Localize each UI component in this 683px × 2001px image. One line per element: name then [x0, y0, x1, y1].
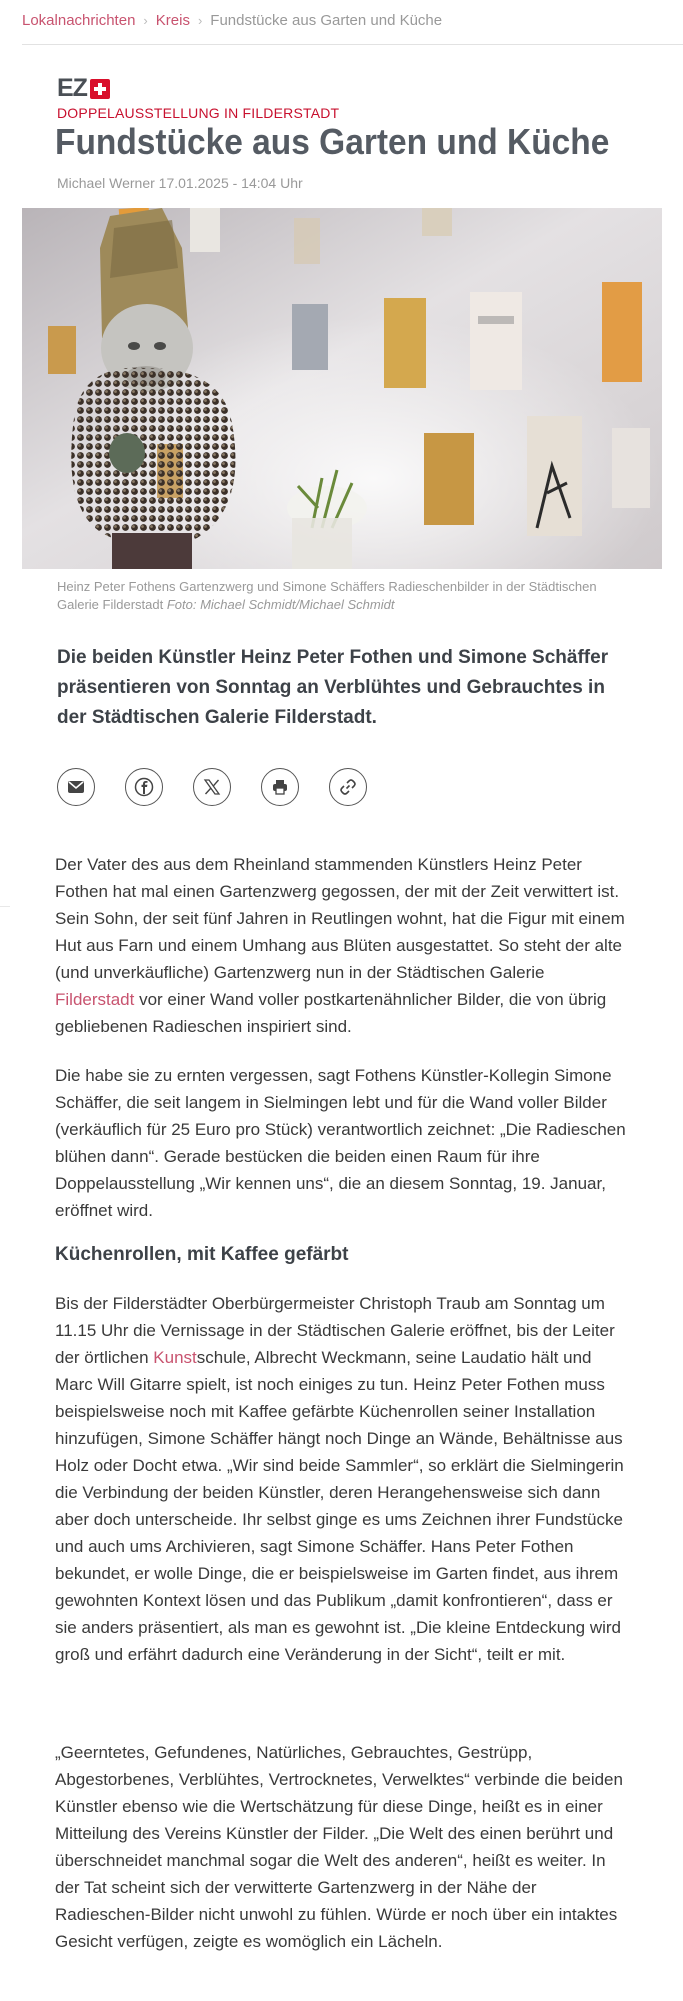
- breadcrumb-divider: [22, 44, 683, 45]
- article-title: Fundstücke aus Garten und Küche: [55, 121, 610, 162]
- article-subheading: Küchenrollen, mit Kaffee gefärbt: [55, 1244, 349, 1265]
- link-filderstadt[interactable]: Filderstadt: [55, 990, 135, 1009]
- article-kicker: DOPPELAUSSTELLUNG IN FILDERSTADT: [57, 105, 340, 121]
- breadcrumb-lokalnachrichten[interactable]: Lokalnachrichten: [22, 12, 136, 29]
- ez-logo[interactable]: [57, 74, 110, 103]
- article-paragraph: Die habe sie zu ernten vergessen, sagt Fothens Künstler-Kollegin Simone Schäffer, die seit langem in Sielmingen lebt und für die Wand voller Bilder (verkäuflich für 25 Euro pro Stück) verantwortlich zeichnet: „Die Radieschen blühen dann“. Gerade bestücken die beiden einen Raum für ihre Doppelausstellung „Wir kennen uns“, die an diesem Sonntag, 19. Januar, eröffnet wird.: [55, 1066, 626, 1220]
- article-hero-image[interactable]: [22, 208, 662, 569]
- paragraph-text: vor einer Wand voller postkartenähnlicher Bilder, die von übrig gebliebenen Radieschen inspiriert sind.: [55, 990, 607, 1036]
- logo-text: EZ: [57, 74, 87, 102]
- paragraph-text: schule, Albrecht Weckmann, seine Laudatio hält und Marc Will Gitarre spielt, ist noch einiges zu tun. Heinz Peter Fothen muss beispielsweise noch mit Kaffee gefärbte Küchenrollen seiner Installation hinzufügen, Simone Schäffer hängt noch Dinge an Wände, Behältnisse aus Holz oder Docht etwa. „Wir sind beide Sammler“, so erklärt die Sielmingerin die Verbindung der beiden Künstler, deren Herangehensweise sich dann aber doch unterscheide. Ihr selbst ginge es ums Zeichnen ihrer Fundstücke und auch ums Archivieren, sagt Simone Schäffer. Hans Peter Fothen bekundet, er wolle Dinge, die er beispielsweise im Garten findet, aus ihrem gewohnten Kontext lösen und das Publikum „damit konfrontieren“, dass er sie anders präsentiert, als man es gewohnt ist. „Die kleine Entdeckung wird groß und erfährt dadurch eine Veränderung in der Sicht“, teilt er mit.: [55, 1348, 624, 1664]
- article-paragraph: [55, 851, 628, 1040]
- link-kunst[interactable]: Kunst: [153, 1348, 197, 1367]
- article-paragraph: [55, 1290, 628, 1668]
- facebook-icon: [134, 777, 154, 797]
- mail-icon: [66, 777, 86, 797]
- share-mail-button[interactable]: [57, 768, 95, 806]
- breadcrumb-current: Fundstücke aus Garten und Küche: [210, 12, 443, 29]
- article-meta: Michael Werner 17.01.2025 - 14:04 Uhr: [57, 175, 303, 191]
- caption-credit: Foto: Michael Schmidt/Michael Schmidt: [166, 597, 395, 612]
- paragraph-text: Bis der Filderstädter Oberbürgermeister Christoph Traub am Sonntag um 11.15 Uhr die Vernissage in der Städtischen Galerie eröffnet, bis der Leiter der örtlichen: [55, 1294, 615, 1367]
- share-print-button[interactable]: [261, 768, 299, 806]
- share-facebook-button[interactable]: [125, 768, 163, 806]
- article-lead: Die beiden Künstler Heinz Peter Fothen und Simone Schäffer präsentieren von Sonntag an Verblühtes und Gebrauchtes in der Städtischen Galerie Filderstadt.: [57, 647, 609, 728]
- breadcrumb: [22, 12, 682, 29]
- gartenzwerg-photo: [22, 208, 662, 569]
- x-icon: [202, 777, 222, 797]
- swiss-cross-icon: [90, 79, 110, 99]
- chevron-right-icon: ›: [197, 13, 203, 28]
- caption-text: Heinz Peter Fothens Gartenzwerg und Simone Schäffers Radieschenbilder in der Städtischen Galerie Filderstadt: [57, 579, 597, 612]
- link-icon: [338, 777, 358, 797]
- share-bar: [57, 768, 367, 806]
- article-paragraph: „Geerntetes, Gefundenes, Natürliches, Gebrauchtes, Gestrüpp, Abgestorbenes, Verblühtes, Vertrocknetes, Verwelktes“ verbinde die beiden Künstler ebenso wie die Wertschätzung für diese Dinge, heißt es in einer Mitteilung des Vereins Künstler der Filder. „Die Welt des einen berührt und überschneidet manchmal sogar die Welt des anderen“, heißt es weiter. In der Tat scheint sich der verwitterte Gartenzwerg in der Nähe der Radieschen-Bilder nicht unwohl zu fühlen. Würde er noch über ein intaktes Gesicht verfügen, zeigte es womöglich ein Lächeln.: [55, 1743, 623, 1951]
- paragraph-text: Der Vater des aus dem Rheinland stammenden Künstlers Heinz Peter Fothen hat mal einen Gartenzwerg gegossen, der mit der Zeit verwittert ist. Sein Sohn, der seit fünf Jahren in Reutlingen wohnt, hat die Figur mit einem Hut aus Farn und einem Umhang aus Blüten ausgestattet. So steht der alte (und unverkäufliche) Gartenzwerg nun in der Städtischen Galerie: [55, 855, 625, 982]
- divider: [0, 906, 10, 907]
- share-x-button[interactable]: [193, 768, 231, 806]
- image-caption: [57, 578, 617, 614]
- breadcrumb-kreis[interactable]: Kreis: [155, 12, 190, 29]
- print-icon: [270, 777, 290, 797]
- chevron-right-icon: ›: [143, 13, 148, 28]
- share-link-button[interactable]: [329, 768, 367, 806]
